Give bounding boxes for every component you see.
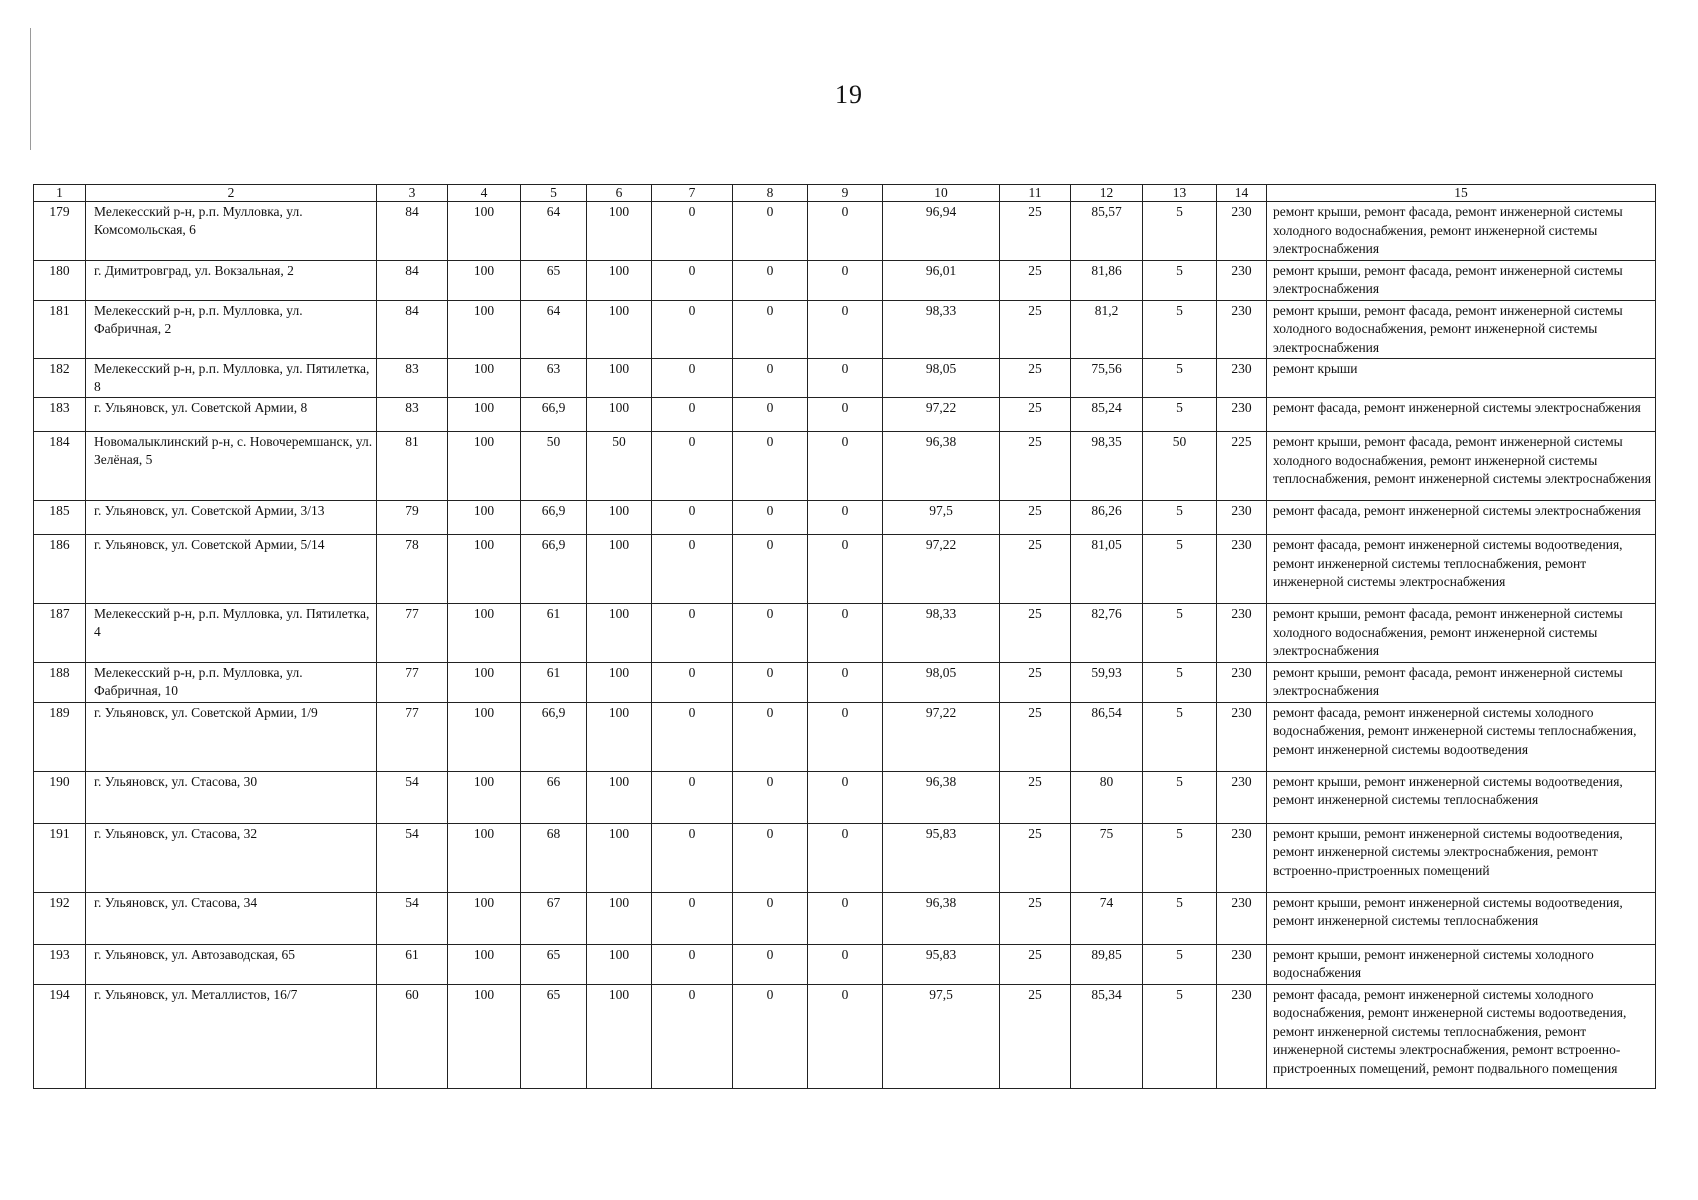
col-4-cell: 100 [448, 535, 521, 604]
col-10-cell: 98,33 [883, 300, 1000, 359]
col-6-cell: 100 [587, 662, 652, 702]
col-3-cell: 83 [377, 359, 448, 398]
col-12-cell: 85,24 [1071, 398, 1143, 432]
col-7-cell: 0 [652, 662, 733, 702]
col-14-cell: 230 [1217, 359, 1267, 398]
header-row [34, 185, 1656, 202]
col-10-cell: 96,38 [883, 892, 1000, 944]
col-13-cell: 5 [1143, 260, 1217, 300]
col-10-cell: 98,05 [883, 662, 1000, 702]
col-4-cell: 100 [448, 359, 521, 398]
col-6-cell: 100 [587, 300, 652, 359]
row-number-cell: 188 [34, 662, 86, 702]
table-row [34, 202, 1656, 261]
row-number-cell: 186 [34, 535, 86, 604]
address-cell: Мелекесский р-н, р.п. Мулловка, ул. Комсомольская, 6 [86, 202, 377, 261]
col-6-cell: 100 [587, 944, 652, 984]
table-row [34, 501, 1656, 535]
col-14-cell: 230 [1217, 944, 1267, 984]
works-list-cell: ремонт фасада, ремонт инженерной системы холодного водоснабжения, ремонт инженерной системы теплоснабжения, ремонт инженерной системы водоотведения [1267, 702, 1656, 771]
col-9-cell: 0 [808, 398, 883, 432]
col-14-cell: 230 [1217, 892, 1267, 944]
col-9-cell: 0 [808, 501, 883, 535]
col-14-cell: 230 [1217, 300, 1267, 359]
table-row [34, 944, 1656, 984]
table-row [34, 398, 1656, 432]
col-12-cell: 81,2 [1071, 300, 1143, 359]
column-header-2: 2 [86, 185, 377, 202]
col-12-cell: 98,35 [1071, 432, 1143, 501]
col-7-cell: 0 [652, 260, 733, 300]
works-list-cell: ремонт крыши, ремонт фасада, ремонт инженерной системы холодного водоснабжения, ремонт инженерной системы электроснабжения [1267, 300, 1656, 359]
row-number-cell: 190 [34, 771, 86, 823]
col-9-cell: 0 [808, 432, 883, 501]
col-8-cell: 0 [733, 300, 808, 359]
col-11-cell: 25 [1000, 501, 1071, 535]
col-8-cell: 0 [733, 892, 808, 944]
col-12-cell: 74 [1071, 892, 1143, 944]
col-8-cell: 0 [733, 432, 808, 501]
table-row [34, 771, 1656, 823]
col-8-cell: 0 [733, 984, 808, 1088]
col-8-cell: 0 [733, 359, 808, 398]
works-list-cell: ремонт крыши, ремонт инженерной системы водоотведения, ремонт инженерной системы теплоснабжения [1267, 892, 1656, 944]
col-11-cell: 25 [1000, 944, 1071, 984]
column-header-3: 3 [377, 185, 448, 202]
col-10-cell: 97,22 [883, 535, 1000, 604]
col-3-cell: 61 [377, 944, 448, 984]
col-14-cell: 230 [1217, 501, 1267, 535]
col-11-cell: 25 [1000, 260, 1071, 300]
col-13-cell: 5 [1143, 984, 1217, 1088]
col-14-cell: 230 [1217, 662, 1267, 702]
col-5-cell: 65 [521, 944, 587, 984]
col-5-cell: 66,9 [521, 398, 587, 432]
col-6-cell: 100 [587, 260, 652, 300]
col-4-cell: 100 [448, 398, 521, 432]
col-3-cell: 78 [377, 535, 448, 604]
col-5-cell: 61 [521, 604, 587, 663]
col-12-cell: 81,86 [1071, 260, 1143, 300]
works-list-cell: ремонт крыши [1267, 359, 1656, 398]
col-10-cell: 96,01 [883, 260, 1000, 300]
col-13-cell: 5 [1143, 501, 1217, 535]
col-14-cell: 225 [1217, 432, 1267, 501]
col-10-cell: 97,22 [883, 702, 1000, 771]
col-12-cell: 75,56 [1071, 359, 1143, 398]
col-6-cell: 100 [587, 535, 652, 604]
col-12-cell: 89,85 [1071, 944, 1143, 984]
col-5-cell: 66,9 [521, 501, 587, 535]
col-8-cell: 0 [733, 662, 808, 702]
col-6-cell: 100 [587, 823, 652, 892]
col-14-cell: 230 [1217, 260, 1267, 300]
col-3-cell: 54 [377, 771, 448, 823]
col-7-cell: 0 [652, 398, 733, 432]
col-12-cell: 85,34 [1071, 984, 1143, 1088]
col-6-cell: 100 [587, 202, 652, 261]
col-5-cell: 64 [521, 300, 587, 359]
col-7-cell: 0 [652, 771, 733, 823]
row-number-cell: 193 [34, 944, 86, 984]
address-cell: Мелекесский р-н, р.п. Мулловка, ул. Пятилетка, 8 [86, 359, 377, 398]
col-8-cell: 0 [733, 535, 808, 604]
col-13-cell: 5 [1143, 535, 1217, 604]
row-number-cell: 180 [34, 260, 86, 300]
column-header-5: 5 [521, 185, 587, 202]
col-13-cell: 5 [1143, 300, 1217, 359]
works-list-cell: ремонт фасада, ремонт инженерной системы электроснабжения [1267, 398, 1656, 432]
col-13-cell: 5 [1143, 604, 1217, 663]
col-4-cell: 100 [448, 771, 521, 823]
col-3-cell: 54 [377, 892, 448, 944]
col-6-cell: 100 [587, 892, 652, 944]
col-5-cell: 67 [521, 892, 587, 944]
col-10-cell: 97,5 [883, 984, 1000, 1088]
page-number: 19 [835, 80, 863, 109]
table-row [34, 300, 1656, 359]
works-list-cell: ремонт крыши, ремонт фасада, ремонт инженерной системы холодного водоснабжения, ремонт инженерной системы теплоснабжения, ремонт инженерной системы электроснабжения [1267, 432, 1656, 501]
col-12-cell: 81,05 [1071, 535, 1143, 604]
col-11-cell: 25 [1000, 771, 1071, 823]
row-number-cell: 187 [34, 604, 86, 663]
row-number-cell: 194 [34, 984, 86, 1088]
col-9-cell: 0 [808, 260, 883, 300]
works-list-cell: ремонт крыши, ремонт фасада, ремонт инженерной системы электроснабжения [1267, 662, 1656, 702]
column-header-15: 15 [1267, 185, 1656, 202]
col-13-cell: 5 [1143, 398, 1217, 432]
col-8-cell: 0 [733, 944, 808, 984]
col-7-cell: 0 [652, 604, 733, 663]
col-6-cell: 100 [587, 702, 652, 771]
col-3-cell: 77 [377, 662, 448, 702]
col-9-cell: 0 [808, 202, 883, 261]
col-4-cell: 100 [448, 944, 521, 984]
col-12-cell: 86,26 [1071, 501, 1143, 535]
works-list-cell: ремонт крыши, ремонт инженерной системы водоотведения, ремонт инженерной системы электроснабжения, ремонт встроенно-пристроенных помещений [1267, 823, 1656, 892]
col-11-cell: 25 [1000, 662, 1071, 702]
col-13-cell: 5 [1143, 892, 1217, 944]
col-9-cell: 0 [808, 359, 883, 398]
address-cell: г. Ульяновск, ул. Советской Армии, 5/14 [86, 535, 377, 604]
col-11-cell: 25 [1000, 535, 1071, 604]
col-7-cell: 0 [652, 202, 733, 261]
table-row [34, 823, 1656, 892]
col-12-cell: 75 [1071, 823, 1143, 892]
table-row [34, 662, 1656, 702]
col-14-cell: 230 [1217, 202, 1267, 261]
col-3-cell: 77 [377, 702, 448, 771]
col-9-cell: 0 [808, 604, 883, 663]
col-11-cell: 25 [1000, 823, 1071, 892]
address-cell: г. Ульяновск, ул. Стасова, 34 [86, 892, 377, 944]
col-3-cell: 79 [377, 501, 448, 535]
works-list-cell: ремонт крыши, ремонт фасада, ремонт инженерной системы холодного водоснабжения, ремонт инженерной системы электроснабжения [1267, 202, 1656, 261]
registry-table [33, 184, 1656, 1089]
row-number-cell: 185 [34, 501, 86, 535]
works-list-cell: ремонт крыши, ремонт инженерной системы водоотведения, ремонт инженерной системы теплоснабжения [1267, 771, 1656, 823]
col-10-cell: 97,5 [883, 501, 1000, 535]
col-7-cell: 0 [652, 501, 733, 535]
col-8-cell: 0 [733, 823, 808, 892]
col-7-cell: 0 [652, 892, 733, 944]
col-14-cell: 230 [1217, 398, 1267, 432]
col-10-cell: 97,22 [883, 398, 1000, 432]
address-cell: г. Ульяновск, ул. Советской Армии, 1/9 [86, 702, 377, 771]
col-4-cell: 100 [448, 432, 521, 501]
col-4-cell: 100 [448, 702, 521, 771]
col-7-cell: 0 [652, 300, 733, 359]
col-13-cell: 5 [1143, 823, 1217, 892]
col-11-cell: 25 [1000, 398, 1071, 432]
col-8-cell: 0 [733, 202, 808, 261]
col-5-cell: 66,9 [521, 702, 587, 771]
works-list-cell: ремонт крыши, ремонт фасада, ремонт инженерной системы холодного водоснабжения, ремонт инженерной системы электроснабжения [1267, 604, 1656, 663]
col-13-cell: 5 [1143, 662, 1217, 702]
address-cell: г. Ульяновск, ул. Советской Армии, 8 [86, 398, 377, 432]
col-12-cell: 82,76 [1071, 604, 1143, 663]
col-11-cell: 25 [1000, 984, 1071, 1088]
col-3-cell: 84 [377, 300, 448, 359]
table-body [34, 202, 1656, 1089]
works-list-cell: ремонт фасада, ремонт инженерной системы электроснабжения [1267, 501, 1656, 535]
col-5-cell: 65 [521, 260, 587, 300]
col-3-cell: 77 [377, 604, 448, 663]
table-row [34, 260, 1656, 300]
col-13-cell: 5 [1143, 202, 1217, 261]
col-5-cell: 61 [521, 662, 587, 702]
col-12-cell: 85,57 [1071, 202, 1143, 261]
col-9-cell: 0 [808, 984, 883, 1088]
col-9-cell: 0 [808, 823, 883, 892]
address-cell: г. Ульяновск, ул. Стасова, 30 [86, 771, 377, 823]
col-4-cell: 100 [448, 300, 521, 359]
address-cell: г. Ульяновск, ул. Стасова, 32 [86, 823, 377, 892]
col-8-cell: 0 [733, 260, 808, 300]
column-header-9: 9 [808, 185, 883, 202]
column-header-10: 10 [883, 185, 1000, 202]
col-6-cell: 100 [587, 604, 652, 663]
row-number-cell: 181 [34, 300, 86, 359]
col-14-cell: 230 [1217, 984, 1267, 1088]
address-cell: Новомалыклинский р-н, с. Новочеремшанск, ул. Зелёная, 5 [86, 432, 377, 501]
row-number-cell: 183 [34, 398, 86, 432]
table-row [34, 984, 1656, 1088]
column-header-7: 7 [652, 185, 733, 202]
col-3-cell: 84 [377, 260, 448, 300]
col-7-cell: 0 [652, 984, 733, 1088]
col-8-cell: 0 [733, 501, 808, 535]
col-11-cell: 25 [1000, 300, 1071, 359]
col-4-cell: 100 [448, 662, 521, 702]
col-6-cell: 100 [587, 771, 652, 823]
col-12-cell: 86,54 [1071, 702, 1143, 771]
col-14-cell: 230 [1217, 604, 1267, 663]
col-5-cell: 66 [521, 771, 587, 823]
col-3-cell: 81 [377, 432, 448, 501]
col-8-cell: 0 [733, 398, 808, 432]
col-3-cell: 84 [377, 202, 448, 261]
address-cell: г. Димитровград, ул. Вокзальная, 2 [86, 260, 377, 300]
col-9-cell: 0 [808, 300, 883, 359]
table-header [34, 185, 1656, 202]
col-9-cell: 0 [808, 944, 883, 984]
col-10-cell: 98,05 [883, 359, 1000, 398]
col-9-cell: 0 [808, 662, 883, 702]
row-number-cell: 184 [34, 432, 86, 501]
col-4-cell: 100 [448, 202, 521, 261]
table-row [34, 892, 1656, 944]
address-cell: г. Ульяновск, ул. Металлистов, 16/7 [86, 984, 377, 1088]
col-13-cell: 5 [1143, 359, 1217, 398]
table-row [34, 535, 1656, 604]
col-4-cell: 100 [448, 604, 521, 663]
col-6-cell: 100 [587, 501, 652, 535]
row-number-cell: 191 [34, 823, 86, 892]
column-header-1: 1 [34, 185, 86, 202]
col-13-cell: 5 [1143, 944, 1217, 984]
col-11-cell: 25 [1000, 892, 1071, 944]
col-10-cell: 96,94 [883, 202, 1000, 261]
works-list-cell: ремонт крыши, ремонт инженерной системы холодного водоснабжения [1267, 944, 1656, 984]
column-header-11: 11 [1000, 185, 1071, 202]
col-10-cell: 96,38 [883, 432, 1000, 501]
column-header-4: 4 [448, 185, 521, 202]
col-12-cell: 80 [1071, 771, 1143, 823]
table-row [34, 359, 1656, 398]
col-9-cell: 0 [808, 702, 883, 771]
col-6-cell: 100 [587, 398, 652, 432]
col-5-cell: 65 [521, 984, 587, 1088]
col-3-cell: 54 [377, 823, 448, 892]
col-7-cell: 0 [652, 359, 733, 398]
col-13-cell: 5 [1143, 702, 1217, 771]
col-10-cell: 98,33 [883, 604, 1000, 663]
row-number-cell: 189 [34, 702, 86, 771]
col-10-cell: 96,38 [883, 771, 1000, 823]
address-cell: Мелекесский р-н, р.п. Мулловка, ул. Пятилетка, 4 [86, 604, 377, 663]
col-6-cell: 100 [587, 984, 652, 1088]
address-cell: г. Ульяновск, ул. Советской Армии, 3/13 [86, 501, 377, 535]
col-5-cell: 64 [521, 202, 587, 261]
col-14-cell: 230 [1217, 823, 1267, 892]
column-header-8: 8 [733, 185, 808, 202]
col-7-cell: 0 [652, 432, 733, 501]
col-8-cell: 0 [733, 604, 808, 663]
col-8-cell: 0 [733, 771, 808, 823]
col-9-cell: 0 [808, 771, 883, 823]
column-header-6: 6 [587, 185, 652, 202]
col-5-cell: 68 [521, 823, 587, 892]
col-14-cell: 230 [1217, 702, 1267, 771]
col-14-cell: 230 [1217, 535, 1267, 604]
col-4-cell: 100 [448, 260, 521, 300]
col-7-cell: 0 [652, 944, 733, 984]
col-13-cell: 50 [1143, 432, 1217, 501]
col-12-cell: 59,93 [1071, 662, 1143, 702]
col-11-cell: 25 [1000, 202, 1071, 261]
col-11-cell: 25 [1000, 702, 1071, 771]
row-number-cell: 182 [34, 359, 86, 398]
address-cell: г. Ульяновск, ул. Автозаводская, 65 [86, 944, 377, 984]
col-3-cell: 83 [377, 398, 448, 432]
col-5-cell: 50 [521, 432, 587, 501]
col-4-cell: 100 [448, 984, 521, 1088]
col-10-cell: 95,83 [883, 823, 1000, 892]
table-row [34, 702, 1656, 771]
col-9-cell: 0 [808, 535, 883, 604]
col-4-cell: 100 [448, 892, 521, 944]
col-5-cell: 66,9 [521, 535, 587, 604]
column-header-13: 13 [1143, 185, 1217, 202]
col-3-cell: 60 [377, 984, 448, 1088]
col-4-cell: 100 [448, 501, 521, 535]
row-number-cell: 192 [34, 892, 86, 944]
col-8-cell: 0 [733, 702, 808, 771]
col-11-cell: 25 [1000, 604, 1071, 663]
col-11-cell: 25 [1000, 359, 1071, 398]
col-11-cell: 25 [1000, 432, 1071, 501]
works-list-cell: ремонт крыши, ремонт фасада, ремонт инженерной системы электроснабжения [1267, 260, 1656, 300]
works-list-cell: ремонт фасада, ремонт инженерной системы водоотведения, ремонт инженерной системы теплоснабжения, ремонт инженерной системы электроснабжения [1267, 535, 1656, 604]
col-7-cell: 0 [652, 823, 733, 892]
col-6-cell: 100 [587, 359, 652, 398]
col-7-cell: 0 [652, 702, 733, 771]
address-cell: Мелекесский р-н, р.п. Мулловка, ул. Фабричная, 2 [86, 300, 377, 359]
col-6-cell: 50 [587, 432, 652, 501]
column-header-14: 14 [1217, 185, 1267, 202]
col-10-cell: 95,83 [883, 944, 1000, 984]
col-4-cell: 100 [448, 823, 521, 892]
column-header-12: 12 [1071, 185, 1143, 202]
col-13-cell: 5 [1143, 771, 1217, 823]
row-number-cell: 179 [34, 202, 86, 261]
works-list-cell: ремонт фасада, ремонт инженерной системы холодного водоснабжения, ремонт инженерной системы водоотведения, ремонт инженерной системы теплоснабжения, ремонт инженерной системы электроснабжения, ремонт встроенно-пристроенных помещений, ремонт подвального помещения [1267, 984, 1656, 1088]
col-9-cell: 0 [808, 892, 883, 944]
col-14-cell: 230 [1217, 771, 1267, 823]
col-7-cell: 0 [652, 535, 733, 604]
table-row [34, 604, 1656, 663]
table-row [34, 432, 1656, 501]
col-5-cell: 63 [521, 359, 587, 398]
address-cell: Мелекесский р-н, р.п. Мулловка, ул. Фабричная, 10 [86, 662, 377, 702]
